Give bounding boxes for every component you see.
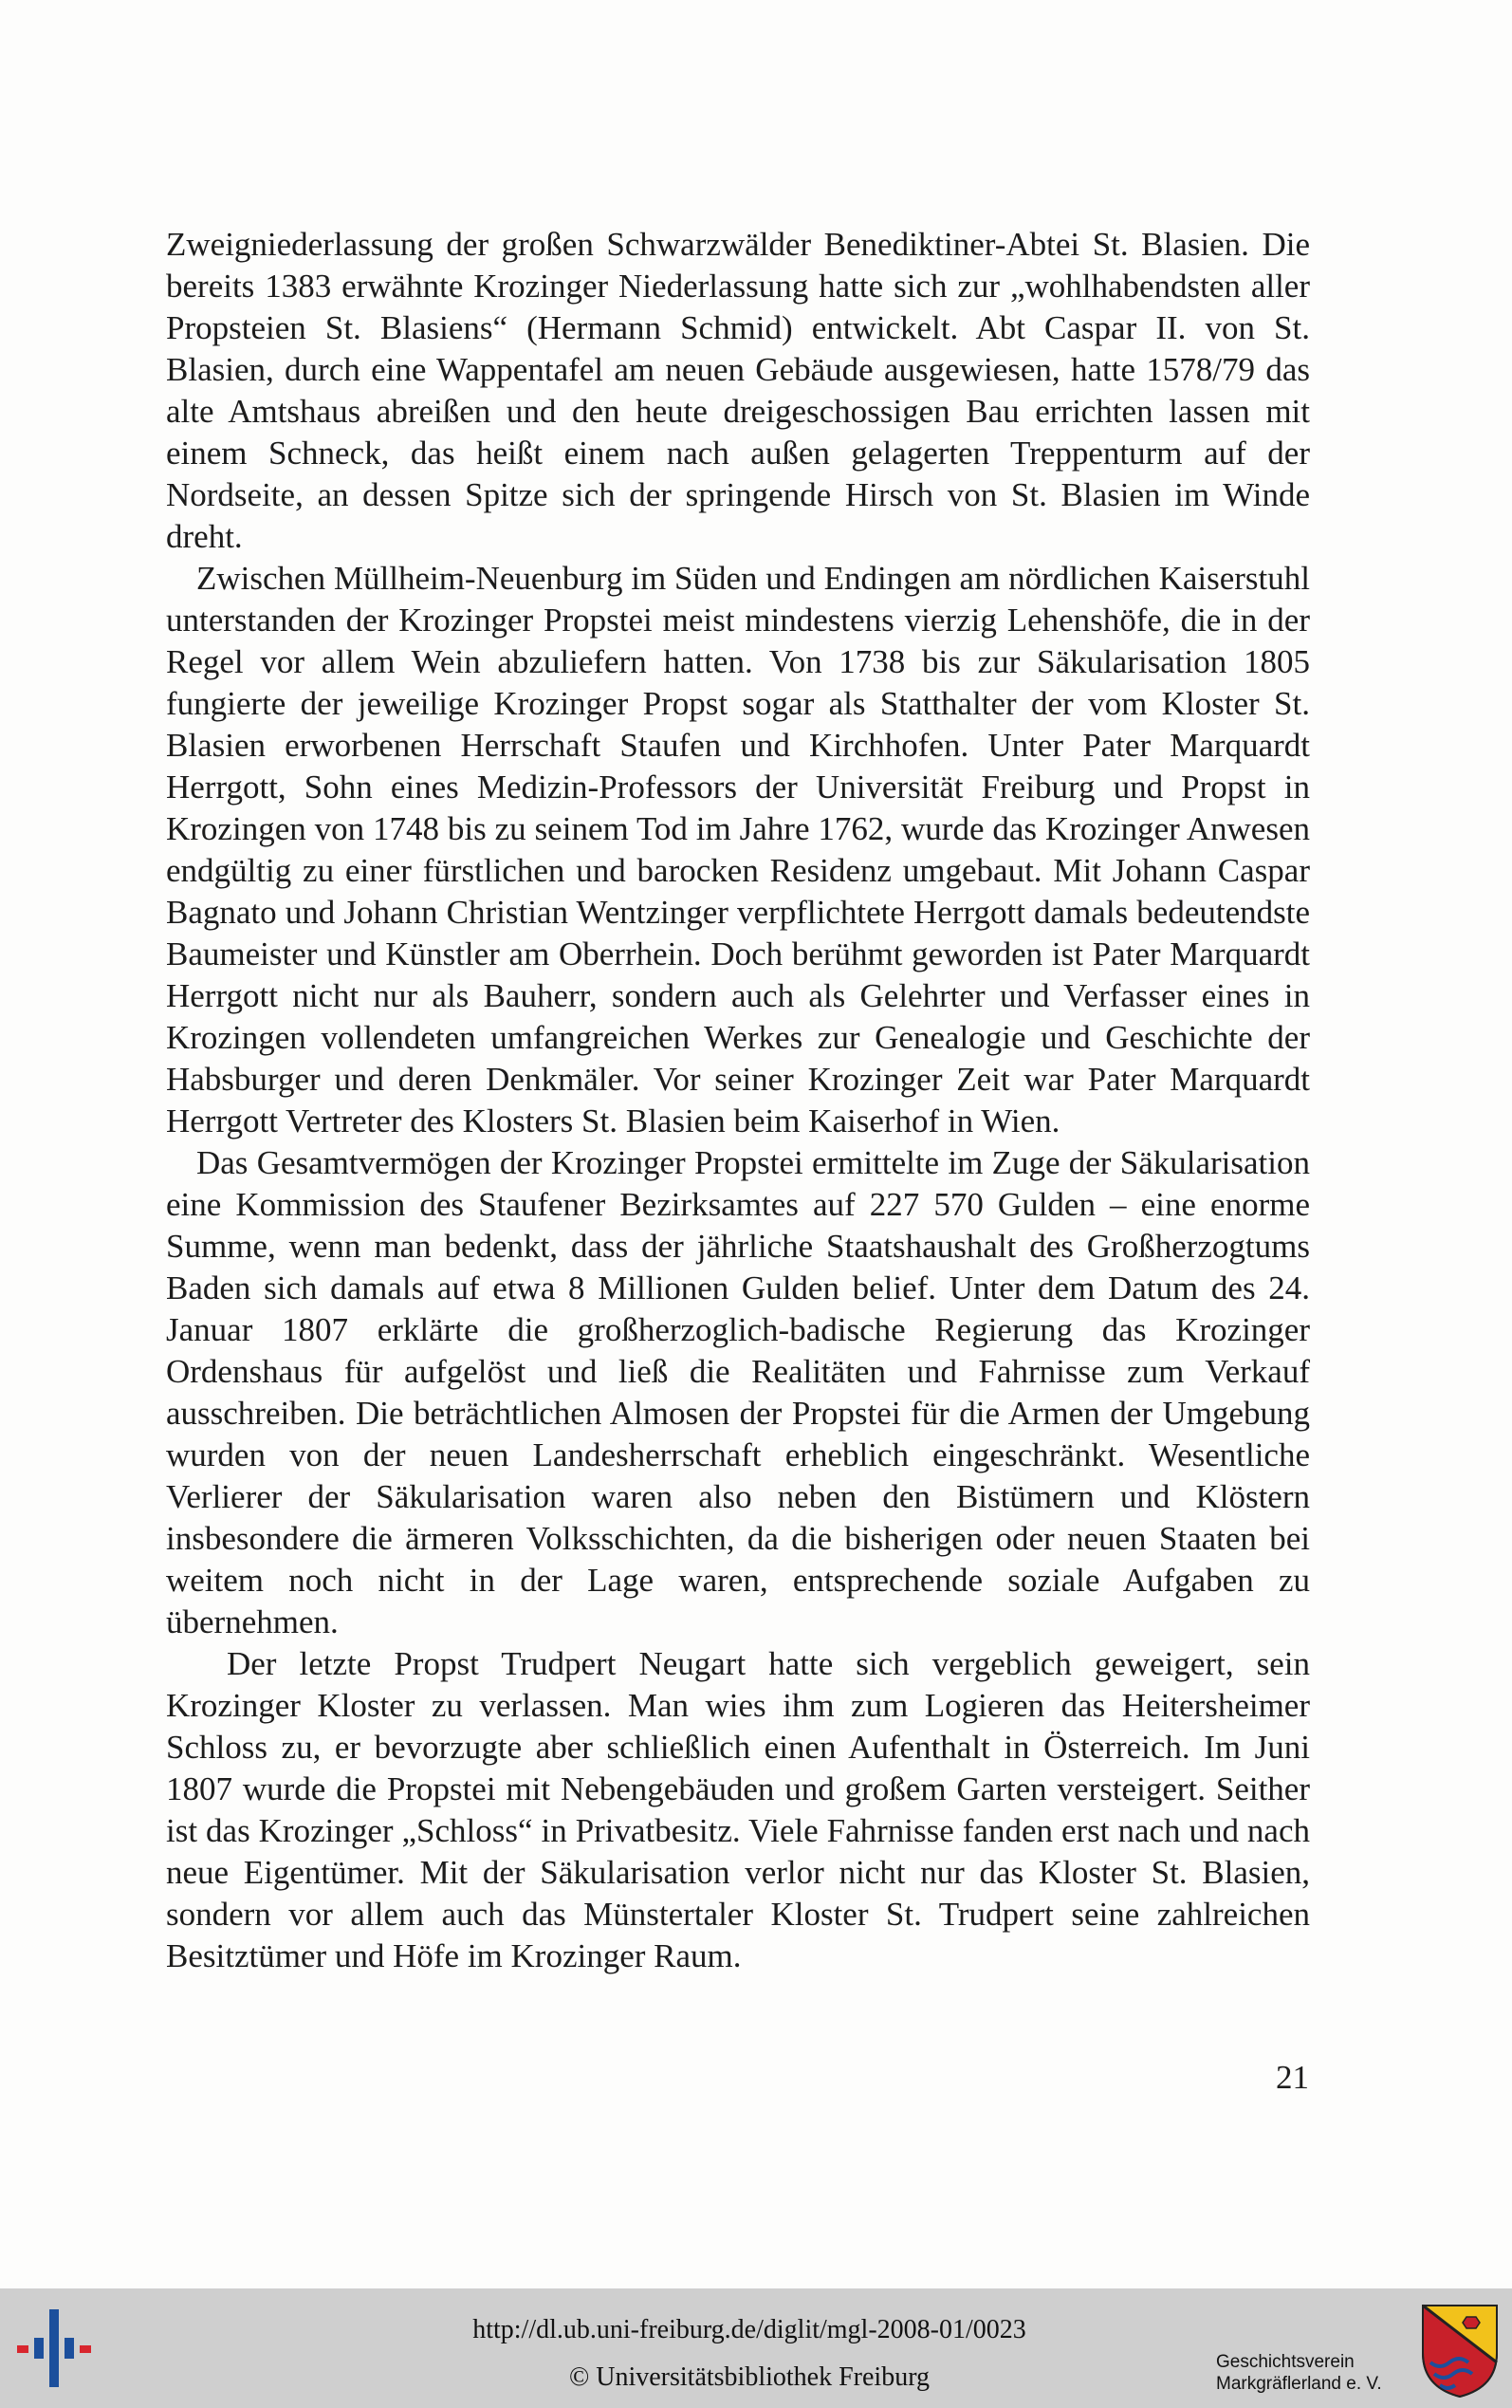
- society-name-line-2: Markgräflerland e. V.: [1216, 2374, 1382, 2394]
- paragraph-3: Das Gesamtvermögen der Krozinger Propstei ermittelte im Zuge der Säkularisation eine Kommission des Staufener Bezirksamtes auf 227 570 Gulden – eine enorme Summe, wenn man bedenkt, dass der jährliche Staatshaushalt des Großherzogtums Baden sich damals auf etwa 8 Millionen Gulden belief. Unter dem Datum des 24. Januar 1807 erklärte die großherzoglich-badische Regierung das Krozinger Ordenshaus für aufgelöst und ließ die Realitäten und Fahrnisse zum Verkauf ausschreiben. Die beträchtlichen Almosen der Propstei für die Armen der Umgebung wurden von der neuen Landesherrschaft erheblich eingeschränkt. Wesentliche Verlierer der Säkularisation waren also neben den Bistümern und Klöstern insbesondere die ärmeren Volksschichten, da die bisherigen oder neuen Staaten bei weitem noch nicht in der Lage waren, entsprechende soziale Aufgaben zu übernehmen.: [166, 1144, 1310, 1640]
- coat-of-arms-icon: [1421, 2304, 1499, 2399]
- paragraph-4: Der letzte Propst Trudpert Neugart hatte sich vergeblich geweigert, sein Krozinger Kloster zu verlassen. Man wies ihm zum Logieren das Heitersheimer Schloss zu, er bevorzugte aber schließlich einen Aufenthalt in Österreich. Im Juni 1807 wurde die Propstei mit Nebengebäuden und großem Garten versteigert. Seither ist das Krozinger „Schloss“ in Privatbesitz. Viele Fahrnisse fanden erst nach und nach neue Eigentümer. Mit der Säkularisation verlor nicht nur das Kloster St. Blasien, sondern vor allem auch das Münstertaler Kloster St. Trudpert seine zahlreichen Besitztümer und Höfe im Krozinger Raum.: [166, 1645, 1310, 1974]
- paragraph-1: Zweigniederlassung der großen Schwarzwälder Benediktiner-Abtei St. Blasien. Die bereits 1383 erwähnte Krozinger Niederlassung hatte sich zur „wohlhabendsten aller Propsteien St. Blasiens“ (Hermann Schmid) entwickelt. Abt Caspar II. von St. Blasien, durch eine Wappentafel am neuen Gebäude ausgewiesen, hatte 1578/79 das alte Amtshaus abreißen und den heute dreigeschossigen Bau errichten lassen mit einem Schneck, das heißt einem nach außen gelagerten Treppenturm auf der Nordseite, an dessen Spitze sich der springende Hirsch von St. Blasien im Winde dreht.: [166, 226, 1310, 555]
- page-number: 21: [1276, 2059, 1309, 2096]
- society-label: [1216, 2351, 1396, 2395]
- footer-copyright: © Universitätsbibliothek Freiburg: [568, 2362, 931, 2392]
- library-logo-icon: [13, 2309, 99, 2387]
- paragraph-2: Zwischen Müllheim-Neuenburg im Süden und Endingen am nördlichen Kaiserstuhl unterstanden der Krozinger Propstei meist mindestens vierzig Lehenshöfe, die in der Regel vor allem Wein abzuliefern hatten. Von 1738 bis zur Säkularisation 1805 fungierte der jeweilige Krozinger Propst sogar als Statthalter der vom Kloster St. Blasien erworbenen Herrschaft Staufen und Kirchhofen. Unter Pater Marquardt Herrgott, Sohn eines Medizin-Professors der Universität Freiburg und Propst in Krozingen von 1748 bis zu seinem Tod im Jahre 1762, wurde das Krozinger Anwesen endgültig zu einer fürstlichen und barocken Residenz umgebaut. Mit Johann Caspar Bagnato und Johann Christian Wentzinger verpflichtete Herrgott damals bedeutendste Baumeister und Künstler am Oberrhein. Doch berühmt geworden ist Pater Marquardt Herrgott nicht nur als Bauherr, sondern auch als Gelehrter und Verfasser eines in Krozingen vollendeten umfangreichen Werkes zur Genealogie und Geschichte der Habsburger und deren Denkmäler. Vor seiner Krozinger Zeit war Pater Marquardt Herrgott Vertreter des Klosters St. Blasien beim Kaiserhof in Wien.: [166, 560, 1310, 1139]
- body-text: [166, 224, 1310, 1977]
- society-name-line-1: Geschichtsverein: [1216, 2352, 1355, 2372]
- footer-link[interactable]: http://dl.ub.uni-freiburg.de/diglit/mgl-2008-01/0023: [472, 2315, 1026, 2344]
